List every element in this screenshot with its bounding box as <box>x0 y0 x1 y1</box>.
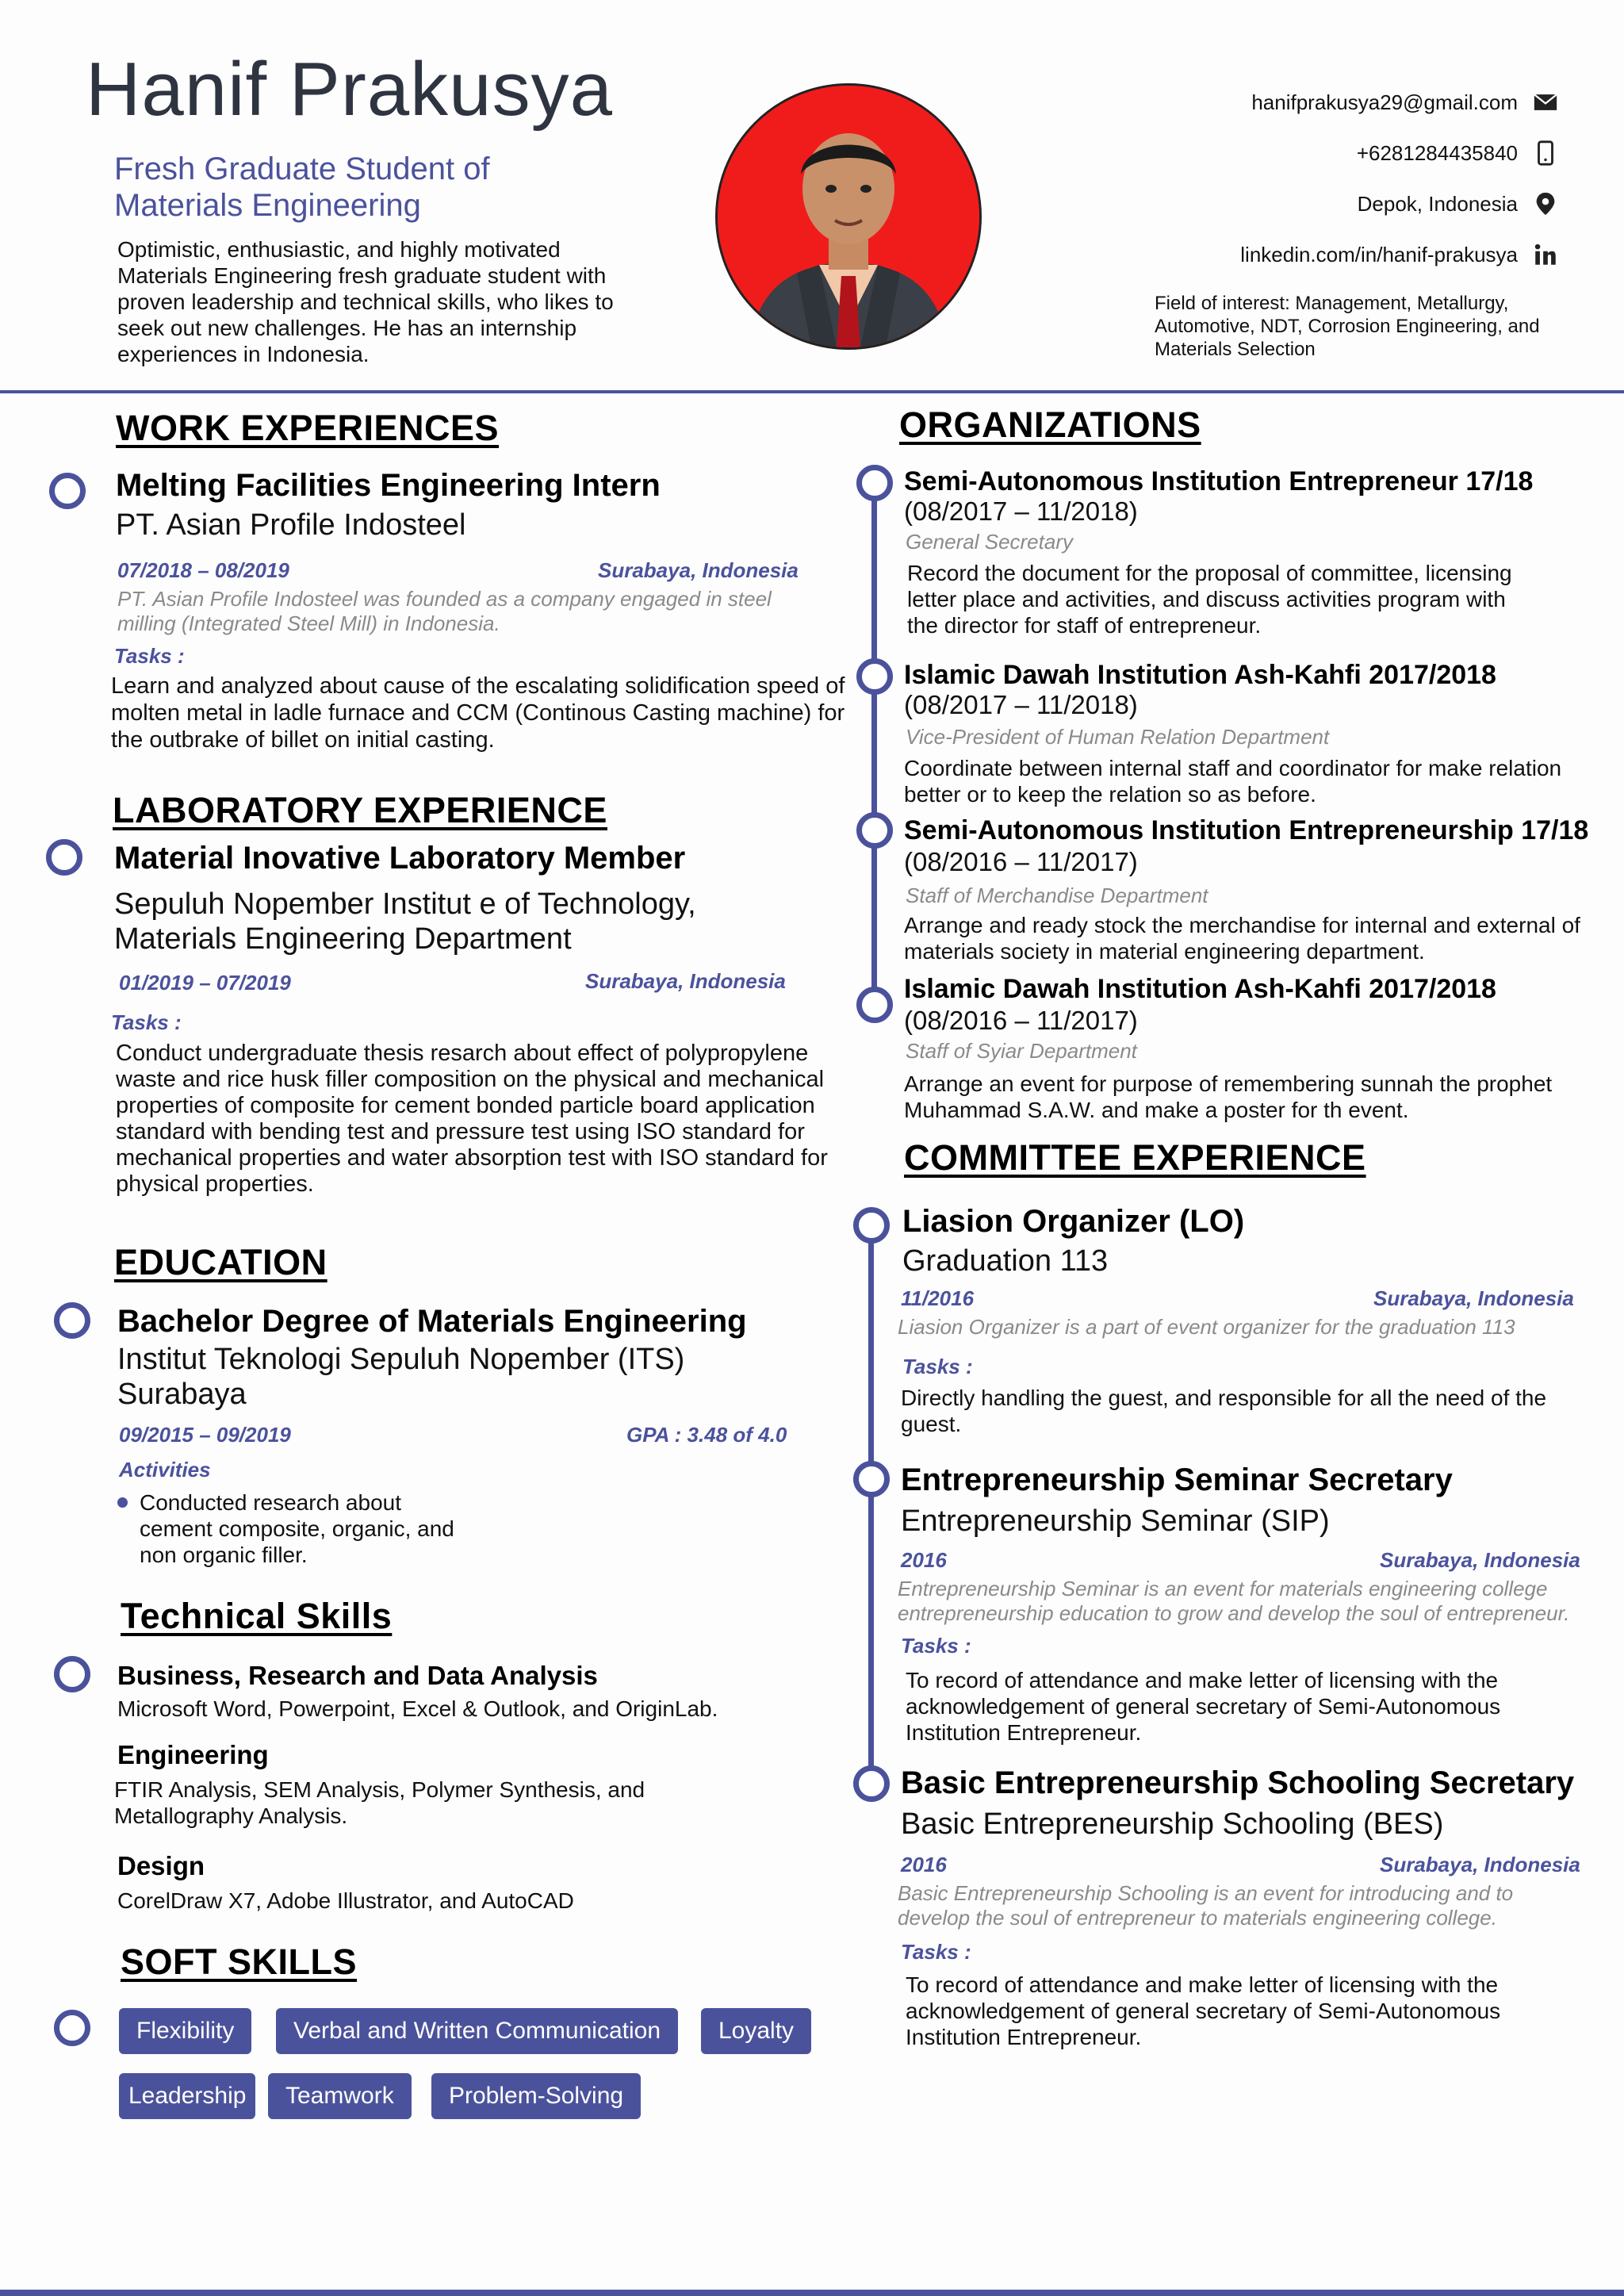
soft-skills-section-title: SOFT SKILLS <box>121 1941 357 1982</box>
organization-name: Semi-Autonomous Institution Entrepreneurship 17/18 <box>904 815 1589 845</box>
committee-date: 2016 <box>901 1548 947 1572</box>
committee-event: Graduation 113 <box>902 1244 1109 1278</box>
committee-tasks: Directly handling the guest, and responsible for all the need of the guest. <box>901 1386 1547 1436</box>
education-school: Institut Teknologi Sepuluh Nopember (ITS) Surabaya <box>117 1343 685 1411</box>
committee-section-title: COMMITTEE EXPERIENCE <box>904 1137 1366 1178</box>
skill-heading: Engineering <box>117 1740 269 1769</box>
lab-tasks: Conduct undergraduate thesis resarch about effect of polypropylene waste and rice husk filler composition on the physical and mechanical properties of composite for cement bonded particle board application standard with bending test and pressure test using ISO standard for mechanical properties and water absorption test with ISO standard for physical properties. <box>116 1041 828 1197</box>
committee-role: Entrepreneurship Seminar Secretary <box>901 1462 1453 1497</box>
organization-description: Record the document for the proposal of committee, licensing letter place and activities, and discuss activities program with the director for staff of entrepreneur. <box>907 561 1512 638</box>
work-dates: 07/2018 – 08/2019 <box>117 558 289 582</box>
contact-phone[interactable]: +6281284435840 <box>1357 140 1559 167</box>
lab-location: Surabaya, Indonesia <box>585 969 786 993</box>
committee-location: Surabaya, Indonesia <box>1380 1548 1580 1572</box>
organizations-timeline-line <box>871 481 877 1004</box>
committee-event: Entrepreneurship Seminar (SIP) <box>901 1504 1330 1538</box>
organization-period: (08/2016 – 11/2017) <box>904 847 1138 876</box>
candidate-name: Hanif Prakusya <box>86 47 613 132</box>
timeline-marker <box>853 1207 890 1244</box>
organization-position: Staff of Merchandise Department <box>906 884 1208 907</box>
organizations-section-title: ORGANIZATIONS <box>899 404 1201 445</box>
education-gpa: GPA : 3.48 of 4.0 <box>626 1423 787 1447</box>
organization-period: (08/2017 – 11/2018) <box>904 496 1138 526</box>
education-activities-label: Activities <box>119 1458 211 1481</box>
location-pin-icon <box>1532 190 1559 217</box>
committee-description: Basic Entrepreneurship Schooling is an event for introducing and to develop the soul of entrepreneur to materials engineering college. <box>898 1881 1514 1930</box>
lab-role: Material Inovative Laboratory Member <box>114 841 686 876</box>
committee-timeline-line <box>868 1221 874 1792</box>
committee-tasks: To record of attendance and make letter of licensing with the acknowledgement of general secretary of Semi-Autonomous Institution Entrepreneur. <box>906 1668 1501 1745</box>
skill-chip: Teamwork <box>268 2073 412 2119</box>
organization-position: Staff of Syiar Department <box>906 1039 1137 1063</box>
committee-description: Entrepreneurship Seminar is an event for materials engineering college entrepreneurship education to grow and develop the soul of entrepreneur. <box>898 1577 1570 1625</box>
timeline-marker <box>856 658 893 695</box>
lab-organization: Sepuluh Nopember Institut e of Technology, Materials Engineering Department <box>114 887 696 956</box>
work-tasks: Learn and analyzed about cause of the escalating solidification speed of molten metal in ladle furnace and CCM (Continous Casting machine) for the outbrake of billet on initial casting. <box>111 673 845 753</box>
skill-chip: Leadership <box>119 2073 255 2119</box>
skill-chip: Problem-Solving <box>431 2073 641 2119</box>
committee-event: Basic Entrepreneurship Schooling (BES) <box>901 1807 1444 1841</box>
timeline-marker <box>853 1461 890 1497</box>
timeline-marker <box>856 812 893 849</box>
organization-description: Arrange an event for purpose of remembering sunnah the prophet Muhammad S.A.W. and make a poster for th event. <box>904 1071 1553 1122</box>
organization-position: General Secretary <box>906 530 1073 554</box>
organization-description: Coordinate between internal staff and coordinator for make relation better or to keep the relation so as before. <box>904 756 1562 807</box>
lab-section-title: LABORATORY EXPERIENCE <box>113 790 607 830</box>
candidate-summary: Optimistic, enthusiastic, and highly motivated Materials Engineering fresh graduate student with proven leadership and technical skills, who likes to seek out new challenges. He has an internship experiences in Indonesia. <box>117 237 614 366</box>
bullet-dot <box>117 1497 128 1508</box>
education-activity: Conducted research about cement composite, organic, and non organic filler. <box>140 1490 454 1567</box>
timeline-marker <box>54 2010 90 2046</box>
organization-description: Arrange and ready stock the merchandise for internal and external of materials society in material engineering department. <box>904 913 1580 964</box>
contact-email[interactable]: hanifprakusya29@gmail.com <box>1251 89 1559 116</box>
envelope-icon <box>1532 89 1559 116</box>
skill-text: Microsoft Word, Powerpoint, Excel & Outlook, and OriginLab. <box>117 1696 718 1721</box>
skill-text: FTIR Analysis, SEM Analysis, Polymer Synthesis, and Metallography Analysis. <box>114 1777 645 1828</box>
committee-role: Liasion Organizer (LO) <box>902 1204 1245 1239</box>
committee-location: Surabaya, Indonesia <box>1373 1286 1574 1310</box>
skill-text: CorelDraw X7, Adobe Illustrator, and AutoCAD <box>117 1888 574 1913</box>
skill-chip: Flexibility <box>119 2008 251 2054</box>
organization-period: (08/2017 – 11/2018) <box>904 690 1138 719</box>
timeline-marker <box>856 465 893 501</box>
timeline-marker <box>46 839 82 876</box>
work-location: Surabaya, Indonesia <box>598 558 799 582</box>
phone-icon <box>1532 140 1559 167</box>
lab-tasks-label: Tasks : <box>111 1010 182 1034</box>
timeline-marker <box>54 1302 90 1339</box>
organization-name: Islamic Dawah Institution Ash-Kahfi 2017/2018 <box>904 660 1496 690</box>
education-section-title: EDUCATION <box>114 1242 327 1282</box>
committee-tasks: To record of attendance and make letter of licensing with the acknowledgement of general secretary of Semi-Autonomous Institution Entrepreneur. <box>906 1972 1501 2049</box>
committee-tasks-label: Tasks : <box>902 1355 973 1378</box>
timeline-marker <box>49 473 86 509</box>
candidate-subtitle: Fresh Graduate Student of Materials Engineering <box>114 151 490 223</box>
work-tasks-label: Tasks : <box>114 644 185 668</box>
committee-description: Liasion Organizer is a part of event organizer for the graduation 113 <box>898 1315 1515 1339</box>
header-divider <box>0 390 1624 393</box>
work-company: PT. Asian Profile Indosteel <box>116 508 466 542</box>
organization-period: (08/2016 – 11/2017) <box>904 1006 1138 1035</box>
work-section-title: WORK EXPERIENCES <box>116 408 500 448</box>
committee-location: Surabaya, Indonesia <box>1380 1853 1580 1876</box>
organization-name: Islamic Dawah Institution Ash-Kahfi 2017/2018 <box>904 974 1496 1004</box>
linkedin-icon <box>1532 241 1559 268</box>
profile-photo <box>715 83 982 350</box>
timeline-marker <box>856 987 893 1023</box>
committee-date: 11/2016 <box>901 1286 975 1310</box>
technical-section-title: Technical Skills <box>121 1596 393 1636</box>
contact-linkedin[interactable]: linkedin.com/in/hanif-prakusya <box>1240 241 1559 268</box>
skill-heading: Business, Research and Data Analysis <box>117 1661 598 1690</box>
organization-position: Vice-President of Human Relation Department <box>906 725 1330 749</box>
work-description: PT. Asian Profile Indosteel was founded as a company engaged in steel milling (Integrated Steel Mill) in Indonesia. <box>117 587 772 635</box>
committee-tasks-label: Tasks : <box>901 1940 971 1964</box>
lab-dates: 01/2019 – 07/2019 <box>119 971 291 995</box>
contact-location: Depok, Indonesia <box>1358 190 1559 217</box>
skill-chip: Verbal and Written Communication <box>276 2008 678 2054</box>
person-portrait-icon <box>718 86 979 347</box>
timeline-marker <box>54 1656 90 1692</box>
skill-chip: Loyalty <box>701 2008 811 2054</box>
footer-divider <box>0 2290 1624 2296</box>
committee-tasks-label: Tasks : <box>901 1634 971 1658</box>
timeline-marker <box>853 1765 890 1802</box>
work-role: Melting Facilities Engineering Intern <box>116 468 661 503</box>
organization-name: Semi-Autonomous Institution Entrepreneur 17/18 <box>904 466 1534 496</box>
committee-date: 2016 <box>901 1853 947 1876</box>
education-dates: 09/2015 – 09/2019 <box>119 1423 291 1447</box>
skill-heading: Design <box>117 1851 205 1880</box>
education-degree: Bachelor Degree of Materials Engineering <box>117 1304 747 1339</box>
committee-role: Basic Entrepreneurship Schooling Secretary <box>901 1765 1575 1800</box>
field-of-interest: Field of interest: Management, Metallurgy, Automotive, NDT, Corrosion Engineering, and Materials Selection <box>1155 293 1540 360</box>
